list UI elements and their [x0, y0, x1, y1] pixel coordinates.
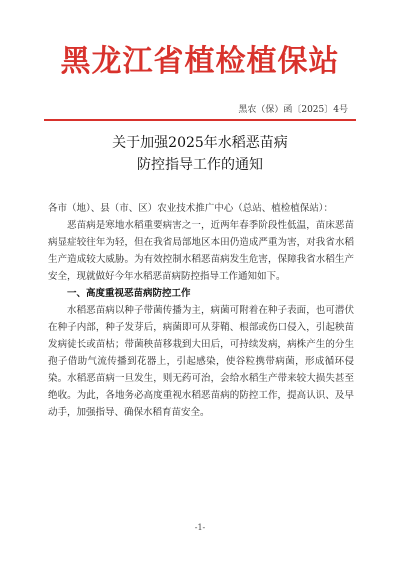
red-divider-line	[44, 119, 356, 121]
addressee: 各市（地）、县（市、区）农业技术推广中心（总站、植检植保站）：	[48, 203, 334, 214]
section-heading: 一、高度重视恶苗病防控工作	[67, 288, 191, 299]
page-number: -1-	[194, 523, 206, 532]
organization-masthead: 黑龙江省植检植保站	[60, 44, 340, 79]
document-body	[48, 200, 354, 421]
section-paragraph: 水稻恶苗病以种子带菌传播为主，病菌可附着在种子表面，也可潜伏在种子内部，种子发芽后，病菌即可从芽鞘、根部或伤口侵入，引起秧苗发病徒长或苗枯；带菌秧苗移栽到大田后，可持续发病，病株产生的分生孢子借助气流传播到花器上，引起感染，使谷粒携带病菌，形成循环侵染。水稻恶苗病一旦发生，则无药可治，会给水稻生产带来较大损失甚至绝收。为此，各地务必高度重视水稻恶苗病的防控工作，提高认识、及早动手，加强指导、确保水稻育苗安全。	[48, 305, 354, 418]
title-line-2: 防控指导工作的通知	[137, 157, 263, 173]
document-number: 黑农（保）函〔2025〕4号	[238, 105, 348, 115]
document-title	[0, 132, 400, 176]
intro-paragraph: 恶苗病是寒地水稻重要病害之一，近两年春季阶段性低温，苗床恶苗病显症较往年为轻，但在我省局部地区本田仍造成严重为害，对我省水稻生产造成较大威胁。为有效控制水稻恶苗病发生危害，保障我省水稻生产安全，现就做好今年水稻恶苗病防控指导工作通知如下。	[48, 220, 354, 282]
title-line-1: 关于加强2025年水稻恶苗病	[112, 135, 288, 151]
